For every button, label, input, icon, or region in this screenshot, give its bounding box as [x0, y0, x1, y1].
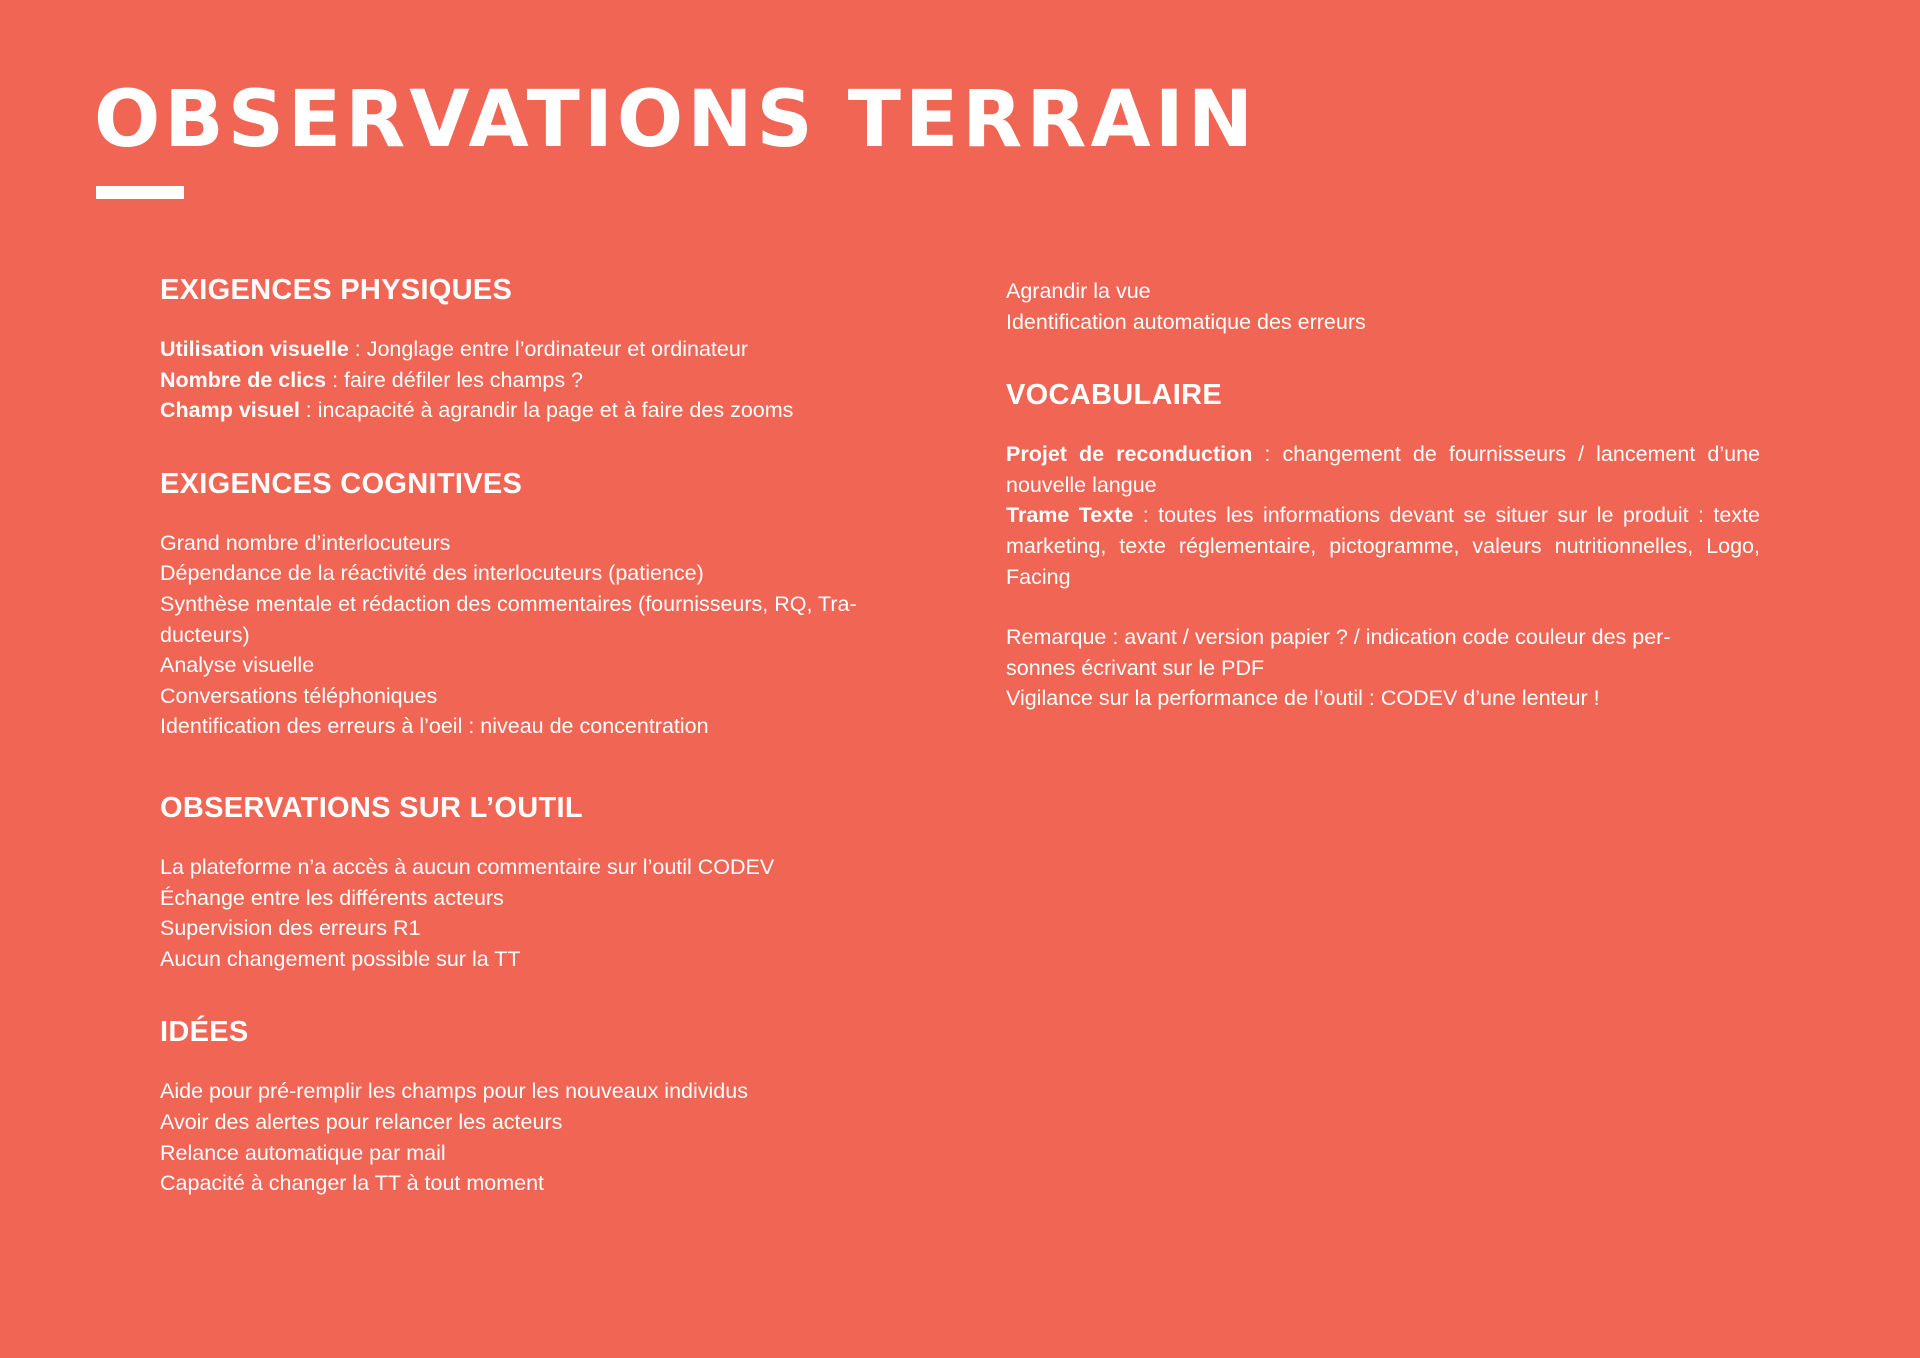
left-column — [160, 270, 920, 1199]
section-exigences-physiques — [160, 270, 920, 426]
section-vocabulaire — [1006, 375, 1760, 714]
spacer — [160, 426, 920, 464]
item-text: : incapacité à agrandir la page et à faire des zooms — [299, 398, 794, 423]
remark-line: Remarque : avant / version papier ? / indication code couleur des per- — [1006, 625, 1671, 650]
item-text: : faire défiler les champs ? — [326, 367, 584, 392]
section-idees — [160, 1012, 920, 1198]
list-item: Aide pour pré-remplir les champs pour les nouveaux individus — [160, 1079, 748, 1104]
title-underline — [96, 186, 184, 199]
section-heading: VOCABULAIRE — [1006, 379, 1222, 412]
spacer — [1006, 337, 1760, 375]
section-exigences-cognitives — [160, 464, 920, 742]
list-item: Grand nombre d’interlocuteurs — [160, 530, 451, 555]
list-item: Capacité à changer la TT à tout moment — [160, 1171, 545, 1196]
list-item: Avoir des alertes pour relancer les acteurs — [160, 1109, 563, 1134]
item-label: Champ visuel — [160, 398, 300, 423]
page-title: OBSERVATIONS TERRAIN — [94, 75, 1258, 165]
list-item: Synthèse mentale et rédaction des commentaires (fournisseurs, RQ, Tra- — [160, 591, 857, 616]
list-item — [160, 334, 920, 365]
right-column — [1006, 276, 1760, 714]
item-text: : changement de fournisseurs / lancement d’une nouvelle langue — [1006, 442, 1761, 497]
list-item: La plateforme n’a accès à aucun commentaire sur l’outil CODEV — [160, 854, 775, 879]
remark-line: Vigilance sur la performance de l’outil : CODEV d’une lenteur ! — [1006, 686, 1600, 711]
item-label: Projet de reconduction — [1006, 442, 1253, 467]
section-heading: IDÉES — [160, 1016, 249, 1049]
spacer — [160, 974, 920, 1012]
section-body — [160, 334, 920, 426]
section-heading: EXIGENCES PHYSIQUES — [160, 274, 513, 306]
section-heading: OBSERVATIONS SUR L’OUTIL — [160, 791, 583, 824]
section-body — [1006, 439, 1760, 714]
list-item: Identification des erreurs à l’oeil : niveau de concentration — [160, 714, 709, 739]
section-body — [160, 528, 920, 742]
section-heading: EXIGENCES COGNITIVES — [160, 467, 523, 500]
section-body — [160, 1076, 920, 1198]
item-text: : Jonglage entre l’ordinateur et ordinateur — [348, 337, 748, 361]
section-body — [160, 852, 920, 974]
list-item: Agrandir la vue — [1006, 279, 1151, 303]
list-item: Identification automatique des erreurs — [1006, 309, 1366, 334]
list-item — [160, 395, 920, 426]
item-label: Utilisation visuelle — [160, 337, 349, 361]
list-item: Dépendance de la réactivité des interlocuteurs (patience) — [160, 561, 704, 586]
section-idees-continued — [1006, 276, 1760, 337]
list-item: Analyse visuelle — [160, 653, 315, 678]
list-item: Échange entre les différents acteurs — [160, 885, 504, 910]
list-item: Supervision des erreurs R1 — [160, 916, 421, 941]
item-label: Nombre de clics — [160, 367, 327, 392]
section-observations-outil — [160, 788, 920, 974]
spacer — [1006, 592, 1760, 622]
item-label: Trame Texte — [1006, 503, 1134, 528]
definition-item — [1006, 439, 1760, 500]
remark-line: sonnes écrivant sur le PDF — [1006, 655, 1265, 680]
item-text: : toutes les informations devant se situer sur le produit : texte marketing, texte réglementaire, pictogramme, valeurs nutritionnelles, Logo, Facing — [1006, 503, 1761, 589]
list-item: Relance automatique par mail — [160, 1140, 446, 1165]
list-item: Conversations téléphoniques — [160, 683, 438, 708]
list-item — [160, 365, 920, 396]
definition-item — [1006, 500, 1760, 592]
list-item: Aucun changement possible sur la TT — [160, 946, 521, 971]
list-item: ducteurs) — [160, 622, 250, 647]
spacer — [160, 742, 920, 788]
